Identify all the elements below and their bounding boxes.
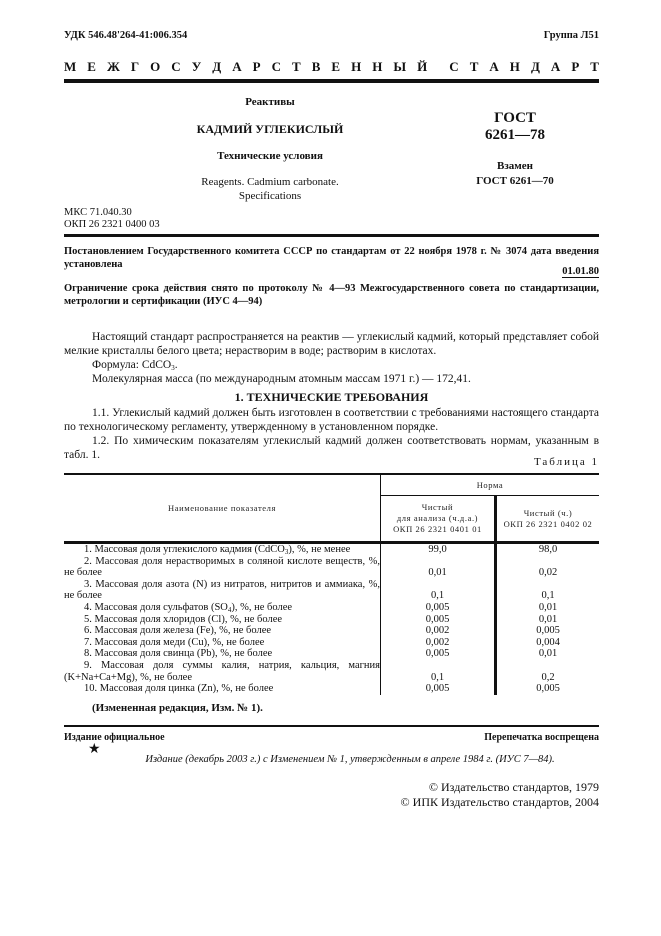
indicator-name bbox=[64, 602, 381, 614]
value-analytical: 0,1 bbox=[381, 660, 496, 683]
text: 8. Массовая доля свинца (Pb), %, не более bbox=[84, 648, 273, 660]
value-analytical: 0,005 bbox=[381, 648, 496, 660]
text: 9. Массовая доля суммы калия, натрия, кальция, магния (K+Na+Ca+Mg), %, не более bbox=[64, 659, 380, 683]
indicator-name bbox=[64, 648, 381, 660]
value-analytical: 0,002 bbox=[381, 637, 496, 649]
column-header-analytical-grade bbox=[381, 496, 496, 543]
formula-subscript: 3 bbox=[171, 364, 175, 372]
banner-letter: Е bbox=[331, 59, 341, 74]
okp-code: ОКП 26 2321 0400 03 bbox=[64, 219, 160, 230]
value-analytical: 0,01 bbox=[381, 556, 496, 579]
banner-letter: Ж bbox=[106, 59, 120, 74]
paragraph-1-1: 1.1. Углекислый кадмий должен быть изготовлен в соответствии с требованиями настоящего стандарта по технологическому регламенту, утвержденному в установленном порядке. bbox=[64, 407, 599, 433]
value-pure: 0,02 bbox=[538, 567, 558, 579]
banner-letter: Т bbox=[292, 59, 301, 74]
limitation-text: Ограничение срока действия снято по протоколу № 4—93 Межгосударственного совета по стандартизации, метрологии и сертификации (ИУС 4—94) bbox=[64, 283, 599, 307]
text: 4. Массовая доля сульфатов (SO bbox=[84, 601, 228, 613]
header-line: ОКП 26 2321 0401 01 bbox=[393, 524, 482, 534]
text: ), %, не менее bbox=[288, 544, 351, 555]
header-line: ОКП 26 2321 0402 02 bbox=[503, 518, 593, 529]
paragraph-1-2: 1.2. По химическим показателям углекислый кадмий должен соответствовать нормам, указанным в табл. 1. bbox=[64, 435, 599, 461]
value-pure: 0,01 bbox=[538, 601, 558, 613]
banner-letter: М bbox=[64, 59, 77, 74]
table-row bbox=[64, 625, 599, 637]
banner-letter: Е bbox=[87, 59, 96, 74]
copyright-1979: © Издательство стандартов, 1979 bbox=[428, 780, 599, 794]
banner-letter: У bbox=[191, 59, 202, 74]
indicator-name bbox=[64, 556, 381, 579]
indicator-name bbox=[64, 637, 381, 649]
banner-letter: Н bbox=[372, 59, 383, 74]
column-header-indicator: Наименование показателя bbox=[64, 474, 381, 543]
banner-letter: Й bbox=[417, 59, 428, 74]
group-code: Группа Л51 bbox=[543, 30, 599, 41]
table-row bbox=[64, 602, 599, 614]
title-block-rule bbox=[64, 234, 599, 237]
indicator-name bbox=[64, 625, 381, 637]
udk-code: УДК 546.48'264-41:006.354 bbox=[64, 30, 188, 41]
banner-letter: Т bbox=[590, 59, 599, 74]
header-line: для анализа (ч.д.а.) bbox=[396, 513, 479, 523]
header-line: Чистый (ч.) bbox=[523, 507, 573, 518]
replaces-block bbox=[455, 159, 575, 189]
english-title-line1: Reagents. Cadmium carbonate. bbox=[201, 176, 339, 188]
table-row bbox=[64, 648, 599, 660]
table-row bbox=[64, 660, 599, 683]
text: ), %, не более bbox=[231, 601, 293, 613]
amendment-note: (Измененная редакция, Изм. № 1). bbox=[92, 702, 263, 714]
text: 7. Массовая доля меди (Cu), %, не более bbox=[84, 636, 265, 648]
indicator-name bbox=[64, 543, 381, 556]
banner-letter: А bbox=[550, 59, 561, 74]
formula-end: . bbox=[174, 359, 178, 371]
formula-line bbox=[64, 358, 599, 372]
banner-letter: С bbox=[271, 59, 281, 74]
text: 1. Массовая доля углекислого кадмия (CdCO bbox=[84, 544, 285, 555]
formula-text: Формула: CdCO bbox=[92, 359, 172, 371]
column-header-norma: Норма bbox=[381, 474, 600, 496]
banner-letter: С bbox=[171, 59, 181, 74]
date-of-introduction: 01.01.80 bbox=[562, 266, 599, 277]
gost-number: 6261—78 bbox=[485, 127, 545, 143]
banner-letter: Р bbox=[252, 59, 261, 74]
indicator-name bbox=[64, 683, 381, 695]
official-edition-label: Издание официальное bbox=[64, 732, 165, 743]
banner-letter: О bbox=[150, 59, 161, 74]
indicator-name bbox=[64, 579, 381, 602]
edition-note: Издание (декабрь 2003 г.) с Изменением № 1, утвержденным в апреле 1984 г. (ИУС 7—84). bbox=[145, 754, 555, 765]
value-pure: 0,01 bbox=[538, 648, 558, 660]
value-analytical: 0,1 bbox=[381, 579, 496, 602]
banner-letter: Д bbox=[212, 59, 222, 74]
value-pure: 0,005 bbox=[536, 625, 560, 637]
value-pure: 0,004 bbox=[536, 636, 560, 648]
section-heading: 1. ТЕХНИЧЕСКИЕ ТРЕБОВАНИЯ bbox=[234, 390, 429, 404]
text: 5. Массовая доля хлоридов (Cl), %, не более bbox=[84, 613, 283, 625]
value-pure: 0,01 bbox=[538, 613, 558, 625]
mks-code: МКС 71.040.30 bbox=[64, 207, 132, 218]
subscript: 4 bbox=[227, 605, 232, 614]
value-pure: 0,2 bbox=[541, 671, 555, 683]
banner-letter: Н bbox=[509, 59, 520, 74]
value-analytical: 0,005 bbox=[381, 683, 496, 695]
norms-table bbox=[64, 473, 599, 695]
value-analytical: 0,005 bbox=[381, 614, 496, 626]
subscript: 3 bbox=[284, 548, 289, 556]
banner-letter: Н bbox=[351, 59, 362, 74]
value-analytical: 0,002 bbox=[381, 625, 496, 637]
document-title: КАДМИЙ УГЛЕКИСЛЫЙ bbox=[196, 122, 344, 136]
banner-letter: В bbox=[311, 59, 321, 74]
scope-paragraph: Настоящий стандарт распространяется на реактив — углекислый кадмий, который представляет собой мелкие кристаллы белого цвета; нерастворим в воде; растворим в кислотах. bbox=[64, 331, 599, 357]
text: 6. Массовая доля железа (Fe), %, не более bbox=[84, 625, 272, 637]
value-pure: 0,005 bbox=[536, 683, 560, 695]
replaces-label: Взамен bbox=[497, 160, 533, 172]
banner-letter: Р bbox=[571, 59, 580, 74]
english-title bbox=[160, 175, 380, 203]
text: 2. Массовая доля нерастворимых в соляной кислоте веществ, %, не более bbox=[64, 555, 380, 579]
table-row bbox=[64, 556, 599, 579]
table-row bbox=[64, 637, 599, 649]
banner-letter: Т bbox=[469, 59, 479, 74]
table-row bbox=[64, 614, 599, 626]
table-caption: Таблица 1 bbox=[533, 456, 599, 468]
english-title-line2: Specifications bbox=[238, 190, 302, 202]
table-row bbox=[64, 683, 599, 695]
header-rule bbox=[64, 79, 599, 83]
copyright-2004: © ИПК Издательство стандартов, 2004 bbox=[400, 795, 599, 809]
replaces-value: ГОСТ 6261—70 bbox=[476, 175, 554, 187]
molar-mass-line: Молекулярная масса (по международным атомным массам 1971 г.) — 172,41. bbox=[92, 373, 471, 385]
value-pure: 98,0 bbox=[538, 544, 558, 555]
classification-codes bbox=[64, 207, 160, 231]
document-subtitle: Технические условия bbox=[217, 150, 323, 162]
banner-letter: А bbox=[232, 59, 242, 74]
text: 10. Массовая доля цинка (Zn), %, не более bbox=[84, 683, 274, 695]
value-analytical: 0,005 bbox=[381, 602, 496, 614]
indicator-name bbox=[64, 660, 381, 683]
header-line: Чистый bbox=[421, 502, 454, 512]
star-icon: ★ bbox=[88, 742, 101, 757]
banner-letter: Ы bbox=[393, 59, 407, 74]
reprint-prohibited-label: Перепечатка воспрещена bbox=[484, 732, 599, 743]
value-analytical: 99,0 bbox=[381, 543, 496, 556]
banner-letter: А bbox=[489, 59, 499, 74]
indicator-name bbox=[64, 614, 381, 626]
gost-label: ГОСТ bbox=[494, 110, 536, 126]
banner-letter: С bbox=[449, 59, 459, 74]
text: 3. Массовая доля азота (N) из нитратов, нитритов и аммиака, %, не более bbox=[64, 578, 380, 602]
footer-rule bbox=[64, 725, 599, 727]
banner-letter: Г bbox=[130, 59, 140, 74]
gost-designation bbox=[455, 110, 575, 144]
interstate-standard-banner bbox=[64, 59, 599, 75]
banner-letter: Д bbox=[530, 59, 540, 74]
category-label: Реактивы bbox=[245, 96, 295, 108]
table-row bbox=[64, 543, 599, 556]
value-pure: 0,1 bbox=[541, 590, 555, 602]
table-row bbox=[64, 579, 599, 602]
column-header-pure-grade bbox=[496, 496, 600, 543]
decree-text: Постановлением Государственного комитета СССР по стандартам от 22 ноября 1978 г. № 3074 дата введения установлена bbox=[64, 246, 599, 270]
